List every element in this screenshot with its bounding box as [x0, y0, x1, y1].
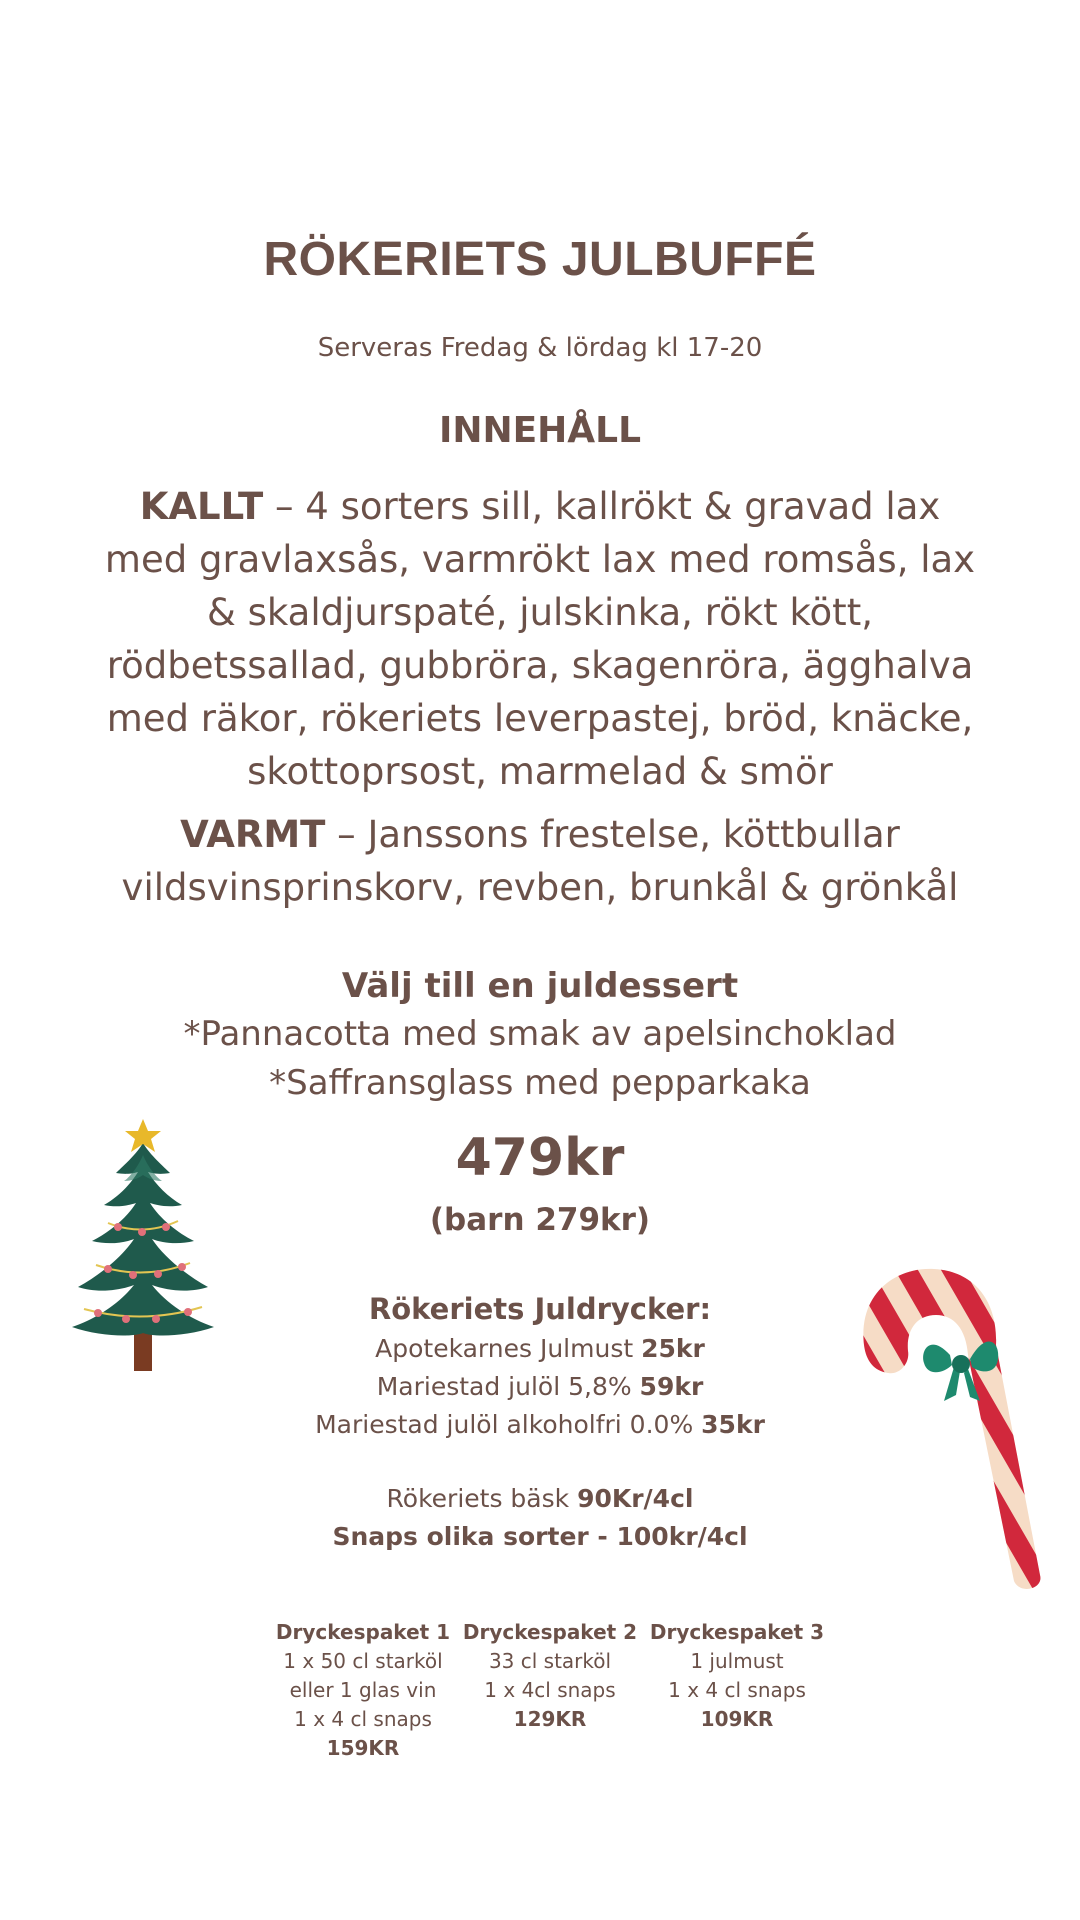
drink-name: Apotekarnes Julmust: [375, 1334, 642, 1363]
serving-times: Serveras Fredag & lördag kl 17-20: [317, 333, 763, 363]
candy-cane-icon: [840, 1255, 1055, 1595]
contents-heading: INNEHÅLL: [438, 410, 642, 451]
package-line: 1 x 4cl snaps: [484, 1678, 616, 1702]
drink-name: Mariestad julöl 5,8%: [376, 1372, 640, 1401]
warm-label: VARMT: [180, 813, 326, 856]
drink-package-3: [644, 1618, 830, 1763]
bask-name: Rökeriets bäsk: [386, 1484, 578, 1513]
drink-name: Mariestad julöl alkoholfri 0.0%: [315, 1410, 702, 1439]
christmas-tree-icon: [38, 1115, 244, 1377]
adult-price: 479kr: [455, 1128, 625, 1188]
drink-price: 59kr: [639, 1372, 704, 1401]
bask-price: 90Kr/4cl: [577, 1484, 694, 1513]
package-price: 129KR: [513, 1707, 587, 1731]
package-line: eller 1 glas vin: [289, 1678, 437, 1702]
drinks-heading: Rökeriets Juldrycker:: [368, 1292, 712, 1326]
drink-packages: [270, 1618, 830, 1763]
package-price: 109KR: [700, 1707, 774, 1731]
package-line: 1 x 4 cl snaps: [668, 1678, 806, 1702]
package-line: 1 julmust: [690, 1649, 784, 1673]
cold-label: KALLT: [139, 485, 264, 528]
cold-dishes-text: – 4 sorters sill, kallrökt & gravad lax med gravlaxsås, varmrökt lax med romsås, lax & skaldjurspaté, julskinka, rökt kött, rödbetssallad, gubbröra, skagenröra, ägghalva med räkor, rökeriets leverpastej, bröd, knäcke, skottoprsost, marmelad & smör: [104, 485, 976, 793]
dessert-section: [0, 962, 1080, 1108]
package-title: Dryckespaket 3: [649, 1620, 825, 1644]
snaps-text: Snaps olika sorter - 100kr/4cl: [332, 1522, 748, 1551]
package-price: 159KR: [326, 1736, 400, 1760]
package-line: 1 x 50 cl starköl: [283, 1649, 443, 1673]
dessert-item: *Saffransglass med pepparkaka: [269, 1063, 811, 1103]
dessert-item: *Pannacotta med smak av apelsinchoklad: [183, 1014, 897, 1054]
drink-price: 25kr: [641, 1334, 705, 1363]
drink-package-2: [457, 1618, 643, 1763]
drink-package-1: [270, 1618, 456, 1763]
child-price: (barn 279kr): [429, 1202, 651, 1238]
page-title: RÖKERIETS JULBUFFÉ: [263, 233, 817, 286]
package-line: 1 x 4 cl snaps: [294, 1707, 432, 1731]
package-title: Dryckespaket 1: [275, 1620, 451, 1644]
warm-dishes: [95, 808, 985, 914]
warm-dishes-text: – Janssons frestelse, köttbullar vildsvinsprinskorv, revben, brunkål & grönkål: [121, 813, 959, 909]
drink-price: 35kr: [701, 1410, 765, 1439]
package-title: Dryckespaket 2: [462, 1620, 638, 1644]
cold-dishes: [95, 480, 985, 798]
package-line: 33 cl starköl: [488, 1649, 612, 1673]
dessert-heading: Välj till en juldessert: [341, 966, 739, 1006]
